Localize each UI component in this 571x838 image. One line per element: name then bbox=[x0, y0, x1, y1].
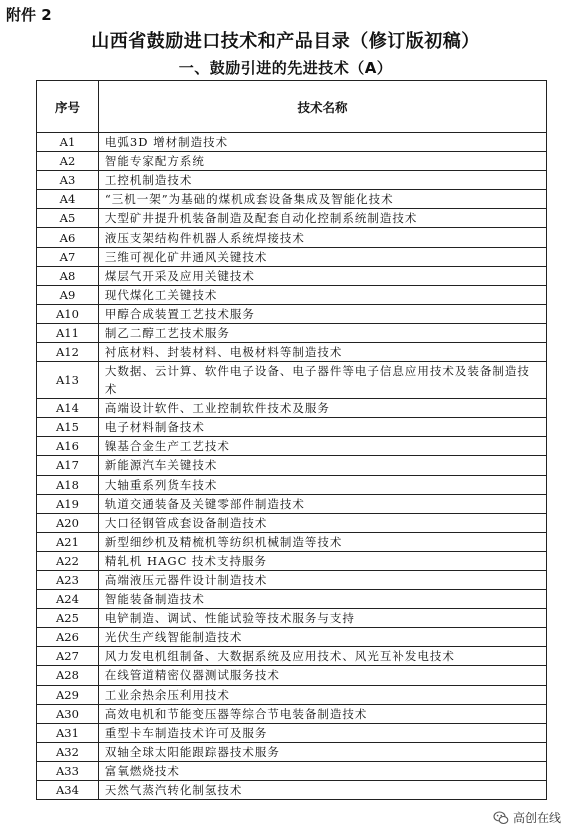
row-code: A24 bbox=[37, 590, 99, 609]
row-code: A22 bbox=[37, 551, 99, 570]
row-technology-name: 大型矿井提升机装备制造及配套自动化控制系统制造技术 bbox=[98, 209, 546, 228]
table-row bbox=[37, 437, 547, 456]
row-code: A19 bbox=[37, 494, 99, 513]
row-code: A2 bbox=[37, 152, 99, 171]
table-row bbox=[37, 609, 547, 628]
row-technology-name: 三维可视化矿井通风关键技术 bbox=[98, 247, 546, 266]
row-code: A21 bbox=[37, 532, 99, 551]
wechat-icon bbox=[493, 810, 509, 826]
row-technology-name: 大口径钢管成套设备制造技术 bbox=[98, 513, 546, 532]
table-body bbox=[37, 133, 547, 800]
table-row bbox=[37, 456, 547, 475]
row-technology-name: 煤层气开采及应用关键技术 bbox=[98, 266, 546, 285]
table-row bbox=[37, 323, 547, 342]
row-technology-name: 现代煤化工关键技术 bbox=[98, 285, 546, 304]
row-code: A32 bbox=[37, 742, 99, 761]
row-code: A30 bbox=[37, 704, 99, 723]
column-header-code: 序号 bbox=[37, 81, 99, 133]
row-technology-name: 双轴全球太阳能跟踪器技术服务 bbox=[98, 742, 546, 761]
table-row bbox=[37, 266, 547, 285]
table-row bbox=[37, 532, 547, 551]
table-row bbox=[37, 781, 547, 800]
table-row bbox=[37, 209, 547, 228]
row-technology-name: “三机一架”为基础的煤机成套设备集成及智能化技术 bbox=[98, 190, 546, 209]
row-code: A23 bbox=[37, 570, 99, 589]
table-row bbox=[37, 304, 547, 323]
table-row bbox=[37, 190, 547, 209]
table-row bbox=[37, 399, 547, 418]
table-row bbox=[37, 704, 547, 723]
table-row bbox=[37, 628, 547, 647]
row-code: A34 bbox=[37, 781, 99, 800]
row-technology-name: 电铲制造、调试、性能试验等技术服务与支持 bbox=[98, 609, 546, 628]
table-row bbox=[37, 647, 547, 666]
page-title: 山西省鼓励进口技术和产品目录（修订版初稿） bbox=[91, 31, 480, 52]
row-code: A12 bbox=[37, 343, 99, 362]
table-row bbox=[37, 418, 547, 437]
row-technology-name: 电弧3D 增材制造技术 bbox=[98, 133, 546, 152]
table-row bbox=[37, 152, 547, 171]
table-row bbox=[37, 742, 547, 761]
row-technology-name: 电子材料制备技术 bbox=[98, 418, 546, 437]
attachment-label: 附件 2 bbox=[6, 6, 52, 24]
row-code: A25 bbox=[37, 609, 99, 628]
row-technology-name: 液压支架结构件机器人系统焊接技术 bbox=[98, 228, 546, 247]
table-row bbox=[37, 171, 547, 190]
table-header-row bbox=[37, 81, 547, 133]
row-code: A5 bbox=[37, 209, 99, 228]
row-code: A14 bbox=[37, 399, 99, 418]
row-technology-name: 智能专家配方系统 bbox=[98, 152, 546, 171]
row-code: A17 bbox=[37, 456, 99, 475]
row-code: A16 bbox=[37, 437, 99, 456]
row-technology-name: 新能源汽车关键技术 bbox=[98, 456, 546, 475]
table-row bbox=[37, 133, 547, 152]
row-code: A28 bbox=[37, 666, 99, 685]
table-row bbox=[37, 761, 547, 780]
row-code: A18 bbox=[37, 475, 99, 494]
row-technology-name: 大数据、云计算、软件电子设备、电子器件等电子信息应用技术及装备制造技术 bbox=[98, 362, 546, 399]
row-code: A33 bbox=[37, 761, 99, 780]
row-code: A4 bbox=[37, 190, 99, 209]
table-row bbox=[37, 247, 547, 266]
table-row bbox=[37, 685, 547, 704]
row-code: A6 bbox=[37, 228, 99, 247]
row-code: A29 bbox=[37, 685, 99, 704]
row-code: A1 bbox=[37, 133, 99, 152]
row-code: A31 bbox=[37, 723, 99, 742]
row-technology-name: 工业余热余压利用技术 bbox=[98, 685, 546, 704]
row-code: A11 bbox=[37, 323, 99, 342]
watermark bbox=[493, 809, 561, 826]
row-technology-name: 高端设计软件、工业控制软件技术及服务 bbox=[98, 399, 546, 418]
table-row bbox=[37, 666, 547, 685]
table-row bbox=[37, 723, 547, 742]
row-code: A13 bbox=[37, 362, 99, 399]
row-code: A20 bbox=[37, 513, 99, 532]
table-row bbox=[37, 228, 547, 247]
row-technology-name: 衬底材料、封装材料、电极材料等制造技术 bbox=[98, 343, 546, 362]
table-row bbox=[37, 551, 547, 570]
table-row bbox=[37, 343, 547, 362]
row-technology-name: 重型卡车制造技术许可及服务 bbox=[98, 723, 546, 742]
table-row bbox=[37, 285, 547, 304]
row-technology-name: 富氧燃烧技术 bbox=[98, 761, 546, 780]
row-code: A7 bbox=[37, 247, 99, 266]
row-code: A8 bbox=[37, 266, 99, 285]
row-technology-name: 天然气蒸汽转化制氢技术 bbox=[98, 781, 546, 800]
table-row bbox=[37, 475, 547, 494]
row-code: A10 bbox=[37, 304, 99, 323]
row-technology-name: 制乙二醇工艺技术服务 bbox=[98, 323, 546, 342]
table-row bbox=[37, 590, 547, 609]
table-row bbox=[37, 513, 547, 532]
table-row bbox=[37, 570, 547, 589]
row-technology-name: 智能装备制造技术 bbox=[98, 590, 546, 609]
technology-table bbox=[36, 80, 547, 800]
row-technology-name: 在线管道精密仪器测试服务技术 bbox=[98, 666, 546, 685]
row-code: A3 bbox=[37, 171, 99, 190]
table-row bbox=[37, 494, 547, 513]
row-technology-name: 轨道交通装备及关键零部件制造技术 bbox=[98, 494, 546, 513]
row-technology-name: 工控机制造技术 bbox=[98, 171, 546, 190]
row-code: A27 bbox=[37, 647, 99, 666]
row-technology-name: 高端液压元器件设计制造技术 bbox=[98, 570, 546, 589]
row-technology-name: 甲醇合成装置工艺技术服务 bbox=[98, 304, 546, 323]
row-code: A15 bbox=[37, 418, 99, 437]
section-heading: 一、鼓励引进的先进技术（A） bbox=[178, 59, 393, 77]
column-header-name: 技术名称 bbox=[98, 81, 546, 133]
row-technology-name: 新型细纱机及精梳机等纺织机械制造等技术 bbox=[98, 532, 546, 551]
row-technology-name: 大轴重系列货车技术 bbox=[98, 475, 546, 494]
row-code: A26 bbox=[37, 628, 99, 647]
row-code: A9 bbox=[37, 285, 99, 304]
watermark-text: 高创在线 bbox=[512, 811, 561, 825]
table-row bbox=[37, 362, 547, 399]
row-technology-name: 镍基合金生产工艺技术 bbox=[98, 437, 546, 456]
row-technology-name: 高效电机和节能变压器等综合节电装备制造技术 bbox=[98, 704, 546, 723]
row-technology-name: 光伏生产线智能制造技术 bbox=[98, 628, 546, 647]
row-technology-name: 风力发电机组制备、大数据系统及应用技术、风光互补发电技术 bbox=[98, 647, 546, 666]
row-technology-name: 精轧机 HAGC 技术支持服务 bbox=[98, 551, 546, 570]
